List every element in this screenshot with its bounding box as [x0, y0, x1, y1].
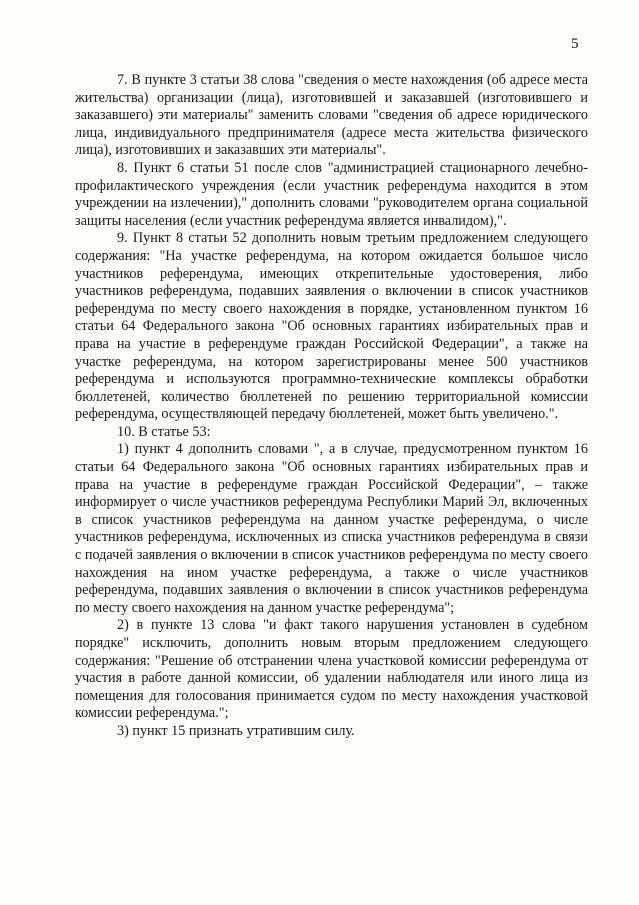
paragraph-item-10-subitem-3: 3) пункт 15 признать утратившим силу. [117, 722, 355, 739]
paragraph-item-8: 8. Пункт 6 статьи 51 после слов "администрацией стационарного лечебно-профилактического учреждения (если участник референдума находится в этом учреждении на излечении)," дополнить словами "руководителем органа социальной защиты населения (если участник референдума является инвалидом),". [75, 159, 588, 229]
paragraph-item-10-subitem-1: 1) пункт 4 дополнить словами ", а в случае, предусмотренном пунктом 16 статьи 64 Федерального закона "Об основных гарантиях избирательных прав и права на участие в референдуме граждан Российской Федерации", – также информирует о числе участников референдума Республики Марий Эл, включенных в список участников референдума на данном участке референдума, о числе участников референдума, исключенных из списка участников референдума в связи с подачей заявления о включении в список участников референдума по месту своего нахождения на ином участке референдума, а также о числе участников референдума, подавших заявления о включении в список участников референдума по месту своего нахождения на данном участке референдума"; [75, 441, 588, 616]
paragraph-item-9: 9. Пункт 8 статьи 52 дополнить новым третьим предложением следующего содержания: "На участке референдума, на котором ожидается большое число участников референдума, имеющих открепительные удостоверения, либо участников референдума, подавших заявления о включении в список участников референдума по месту своего нахождения в порядке, установленном пунктом 16 статьи 64 Федерального закона "Об основных гарантиях избирательных прав и права на участие в референдуме граждан Российской Федерации", а также на участке референдума, на котором зарегистрированы менее 500 участников референдума и используются программно-технические комплексы обработки бюллетеней, количество бюллетеней по решению территориальной комиссии референдума, осуществляющей передачу бюллетеней, может быть увеличено.". [75, 230, 588, 423]
paragraph-item-7: 7. В пункте 3 статьи 38 слова "сведения о месте нахождения (об адресе места жительства) организации (лица), изготовившей и заказавшей (изготовившего и заказавшего) эти материалы" заменить словами "сведения об адресе юридического лица, индивидуального предпринимателя (адресе места жительства физического лица), изготовивших и заказавших эти материалы". [75, 72, 588, 159]
page-number: 5 [571, 36, 579, 52]
paragraph-item-10-subitem-2: 2) в пункте 13 слова "и факт такого нарушения установлен в судебном порядке" исключить, дополнить новым вторым предложением следующего содержания: "Решение об отстранении члена участковой комиссии референдума от участия в работе данной комиссии, об удалении наблюдателя или иного лица из помещения для голосования принимается судом по месту нахождения участковой комиссии референдума."; [75, 617, 588, 722]
paragraph-item-10-heading: 10. В статье 53: [117, 423, 211, 440]
document-body [75, 72, 588, 741]
